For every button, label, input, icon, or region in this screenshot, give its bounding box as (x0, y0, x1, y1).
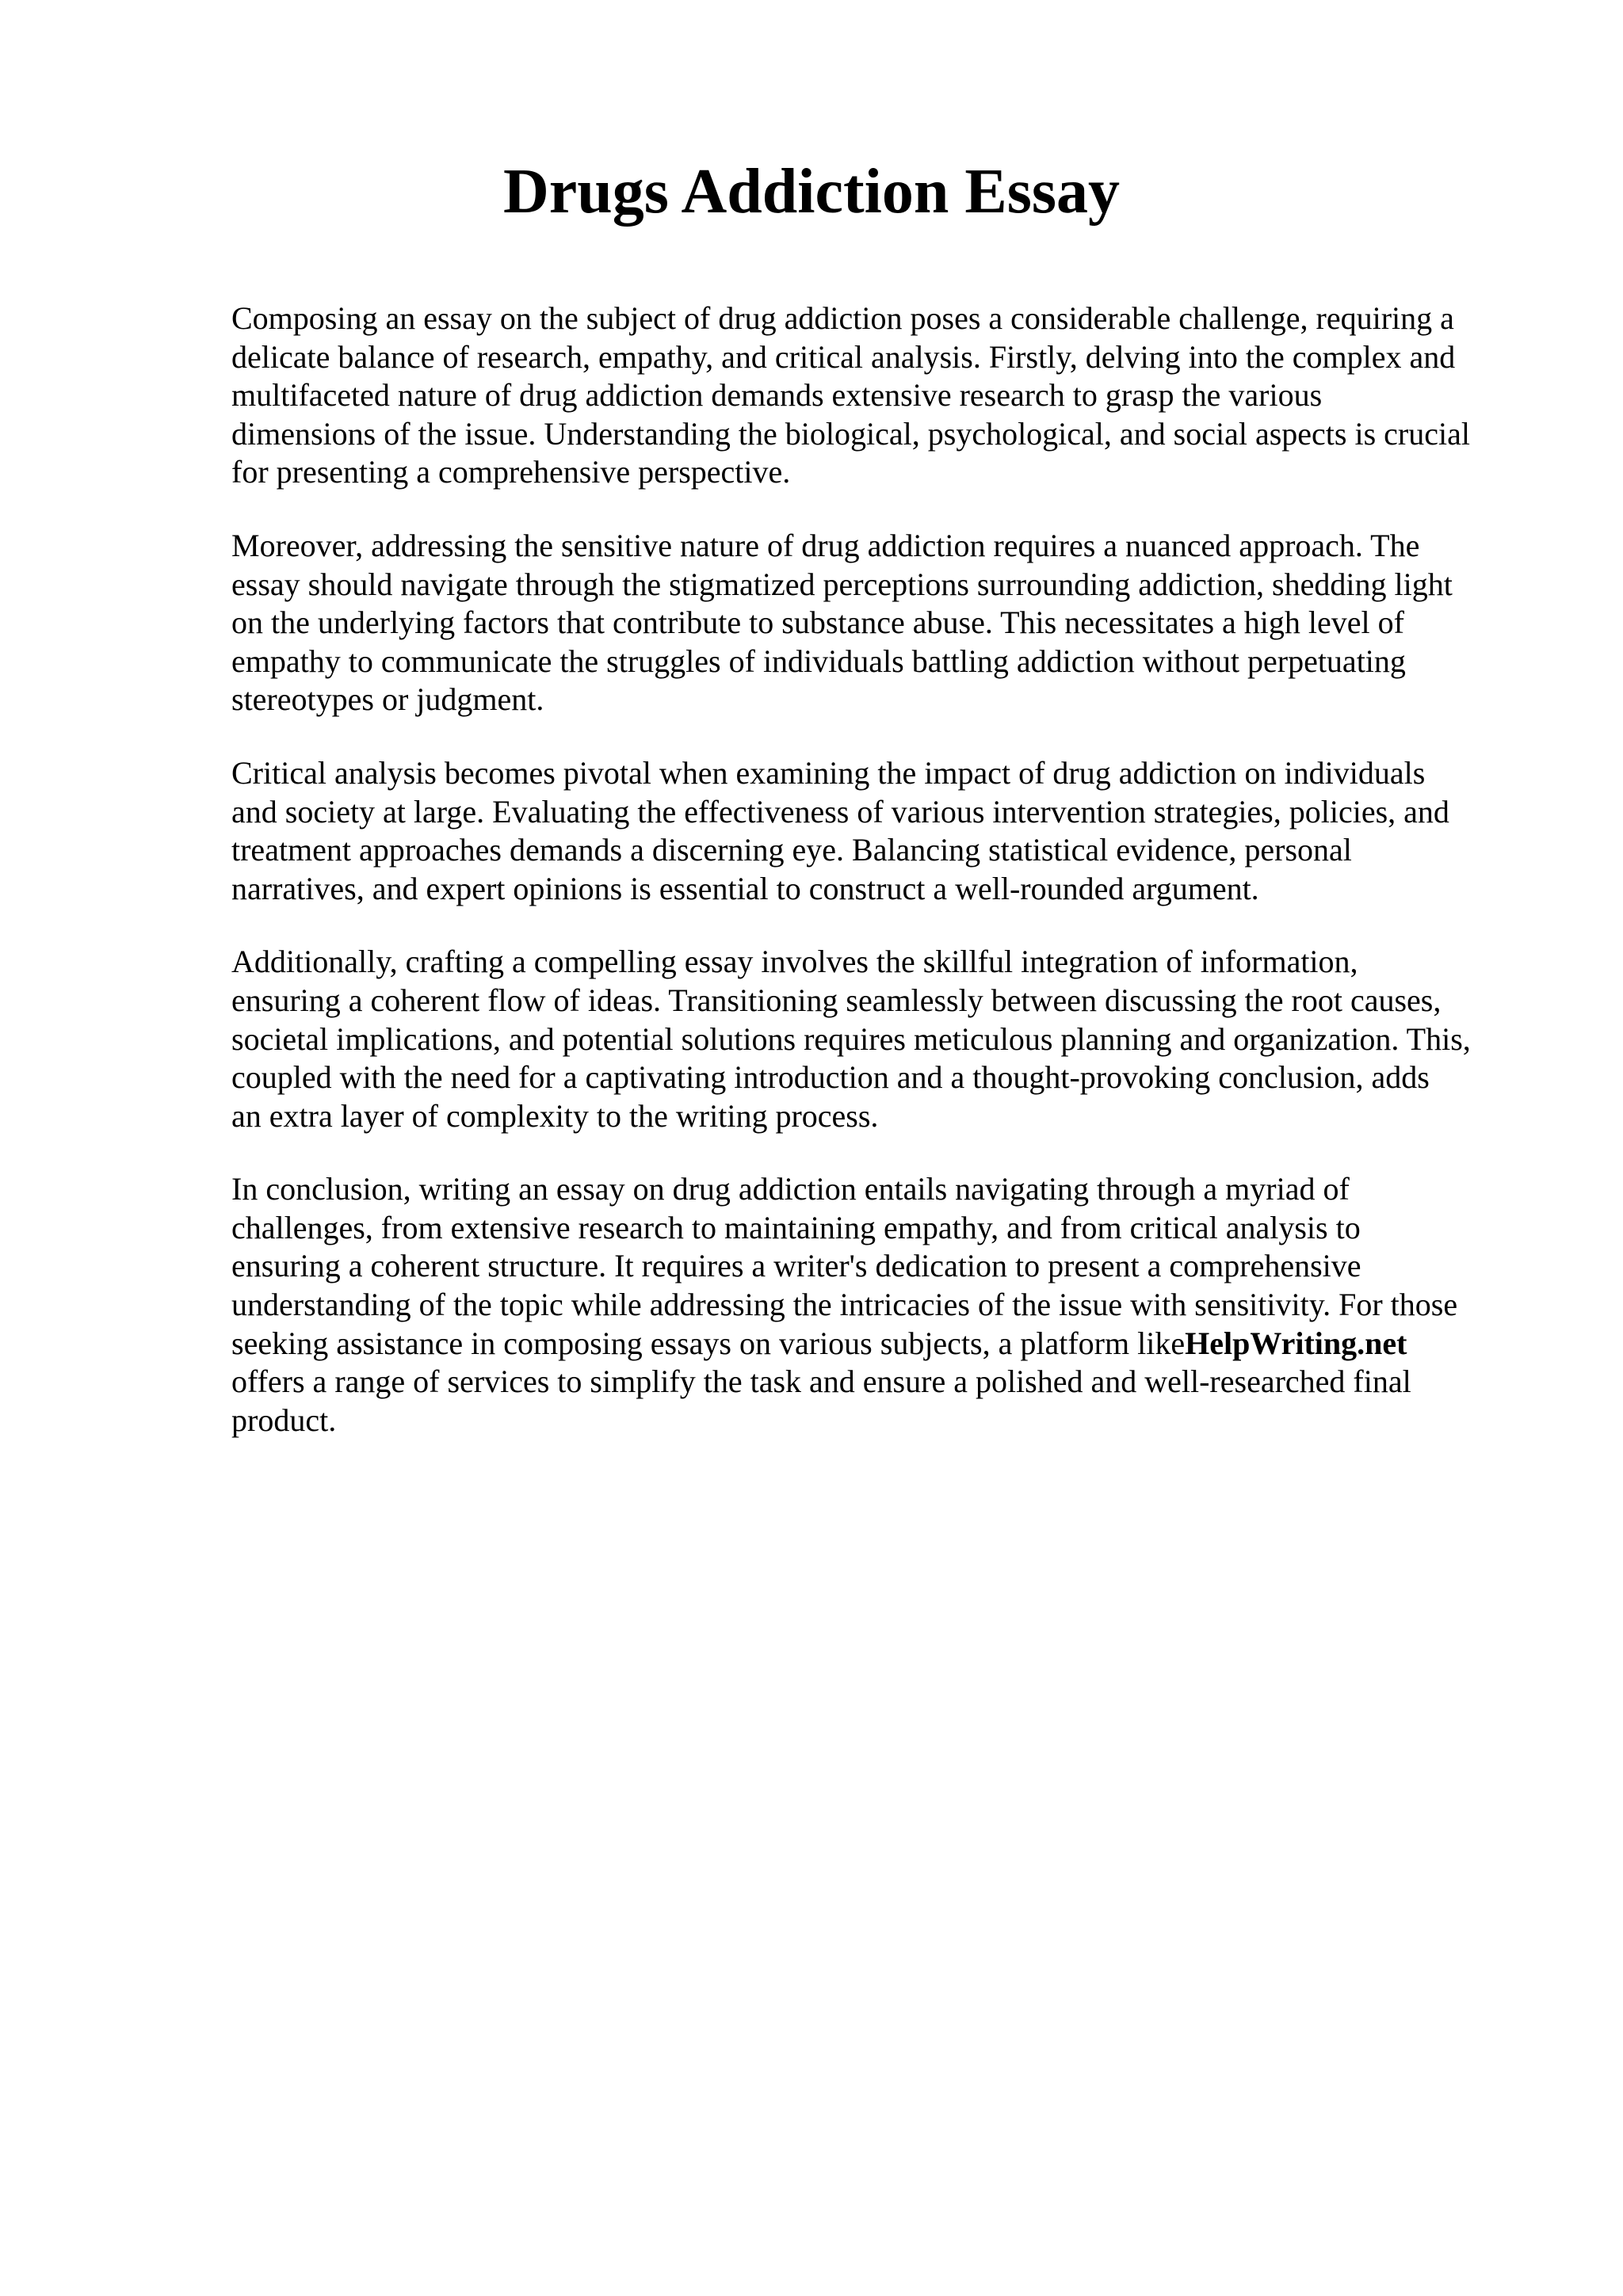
text-line: empathy to communicate the struggles of individuals battling addiction without perpetuating (231, 643, 1406, 679)
text-line: for presenting a comprehensive perspective. (231, 454, 791, 490)
paragraph-3 (231, 754, 1531, 908)
text-line: treatment approaches demands a discerning eye. Balancing statistical evidence, personal (231, 832, 1352, 868)
text-line: multifaceted nature of drug addiction demands extensive research to grasp the various (231, 377, 1323, 414)
text-line: narratives, and expert opinions is essential to construct a well-rounded argument. (231, 870, 1259, 906)
paragraph-2 (231, 527, 1531, 719)
text-line: essay should navigate through the stigmatized perceptions surrounding addiction, shedding light (231, 566, 1453, 602)
paragraph-4 (231, 943, 1531, 1135)
text-line: dimensions of the issue. Understanding the biological, psychological, and social aspects is crucial (231, 415, 1470, 452)
text-line: product. (231, 1402, 337, 1438)
text-line: ensuring a coherent flow of ideas. Transitioning seamlessly between discussing the root causes, (231, 982, 1442, 1018)
text-line: an extra layer of complexity to the writing process. (231, 1097, 879, 1134)
text-line: challenges, from extensive research to maintaining empathy, and from critical analysis to (231, 1209, 1361, 1245)
text-line: stereotypes or judgment. (231, 681, 544, 718)
text-line: offers a range of services to simplify the task and ensure a polished and well-researched final (231, 1363, 1411, 1400)
text-line: on the underlying factors that contribute to substance abuse. This necessitates a high level of (231, 605, 1404, 641)
text-line: understanding of the topic while addressing the intricacies of the issue with sensitivity. For those (231, 1287, 1458, 1323)
text-line: and society at large. Evaluating the effectiveness of various intervention strategies, policies, and (231, 793, 1449, 830)
document-title: Drugs Addiction Essay (503, 157, 1120, 227)
text-line: delicate balance of research, empathy, and critical analysis. Firstly, delving into the complex and (231, 338, 1456, 375)
essay-body (231, 299, 1531, 1474)
text-line: Moreover, addressing the sensitive nature of drug addiction requires a nuanced approach. The (231, 527, 1420, 563)
paragraph-1 (231, 299, 1531, 492)
text-line: societal implications, and potential solutions requires meticulous planning and organization. This, (231, 1020, 1471, 1057)
text-line (231, 1325, 1531, 1363)
text-line-prefix: seeking assistance in composing essays on various subjects, a platform like (231, 1325, 1186, 1361)
text-line: Critical analysis becomes pivotal when examining the impact of drug addiction on individuals (231, 754, 1426, 791)
text-line: coupled with the need for a captivating introduction and a thought-provoking conclusion, adds (231, 1059, 1430, 1096)
text-line: Composing an essay on the subject of drug addiction poses a considerable challenge, requiring a (231, 300, 1454, 336)
text-line: Additionally, crafting a compelling essay involves the skillful integration of information, (231, 944, 1358, 980)
paragraph-conclusion (231, 1170, 1531, 1440)
text-line: In conclusion, writing an essay on drug addiction entails navigating through a myriad of (231, 1171, 1350, 1207)
text-line: ensuring a coherent structure. It requires a writer's dedication to present a comprehensive (231, 1248, 1361, 1284)
brand-link[interactable]: HelpWriting.net (1185, 1325, 1407, 1361)
